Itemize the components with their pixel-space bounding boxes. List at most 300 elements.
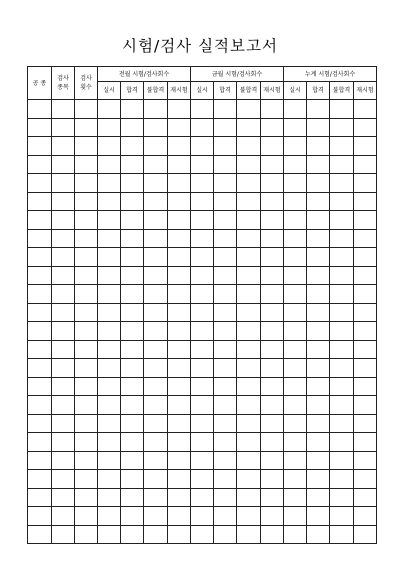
table-cell[interactable] — [330, 525, 354, 544]
table-cell[interactable] — [168, 359, 191, 378]
table-cell[interactable] — [284, 525, 307, 544]
table-cell[interactable] — [307, 433, 330, 452]
table-cell[interactable] — [191, 470, 214, 489]
table-cell[interactable] — [28, 137, 52, 156]
table-cell[interactable] — [191, 155, 214, 174]
table-cell[interactable] — [307, 359, 330, 378]
table-cell[interactable] — [121, 470, 144, 489]
table-cell[interactable] — [191, 377, 214, 396]
table-cell[interactable] — [261, 322, 284, 341]
table-cell[interactable] — [354, 137, 377, 156]
table-cell[interactable] — [98, 155, 121, 174]
table-cell[interactable] — [214, 192, 237, 211]
table-cell[interactable] — [354, 118, 377, 137]
table-cell[interactable] — [121, 488, 144, 507]
table-cell[interactable] — [75, 322, 98, 341]
table-cell[interactable] — [261, 470, 284, 489]
table-cell[interactable] — [144, 525, 168, 544]
table-cell[interactable] — [284, 414, 307, 433]
table-cell[interactable] — [75, 359, 98, 378]
table-cell[interactable] — [144, 211, 168, 230]
table-cell[interactable] — [52, 340, 75, 359]
table-cell[interactable] — [284, 100, 307, 119]
table-cell[interactable] — [52, 118, 75, 137]
table-cell[interactable] — [121, 322, 144, 341]
table-cell[interactable] — [284, 377, 307, 396]
table-cell[interactable] — [307, 285, 330, 304]
table-cell[interactable] — [214, 303, 237, 322]
table-cell[interactable] — [144, 359, 168, 378]
table-cell[interactable] — [168, 118, 191, 137]
table-cell[interactable] — [98, 340, 121, 359]
table-cell[interactable] — [330, 433, 354, 452]
table-cell[interactable] — [28, 340, 52, 359]
table-cell[interactable] — [98, 396, 121, 415]
table-cell[interactable] — [284, 396, 307, 415]
table-cell[interactable] — [98, 248, 121, 267]
table-cell[interactable] — [330, 192, 354, 211]
table-cell[interactable] — [354, 377, 377, 396]
table-cell[interactable] — [261, 137, 284, 156]
table-cell[interactable] — [330, 507, 354, 526]
table-cell[interactable] — [354, 174, 377, 193]
table-cell[interactable] — [191, 451, 214, 470]
table-cell[interactable] — [75, 525, 98, 544]
table-cell[interactable] — [191, 100, 214, 119]
table-cell[interactable] — [330, 303, 354, 322]
table-cell[interactable] — [237, 137, 261, 156]
table-cell[interactable] — [168, 174, 191, 193]
table-cell[interactable] — [28, 322, 52, 341]
table-cell[interactable] — [214, 211, 237, 230]
table-cell[interactable] — [28, 285, 52, 304]
table-cell[interactable] — [168, 525, 191, 544]
table-cell[interactable] — [52, 137, 75, 156]
table-cell[interactable] — [98, 118, 121, 137]
table-cell[interactable] — [237, 377, 261, 396]
table-cell[interactable] — [330, 174, 354, 193]
table-cell[interactable] — [284, 266, 307, 285]
table-cell[interactable] — [214, 414, 237, 433]
table-cell[interactable] — [237, 322, 261, 341]
table-cell[interactable] — [330, 396, 354, 415]
table-cell[interactable] — [261, 377, 284, 396]
table-cell[interactable] — [330, 137, 354, 156]
table-cell[interactable] — [330, 451, 354, 470]
table-cell[interactable] — [121, 248, 144, 267]
table-cell[interactable] — [261, 359, 284, 378]
table-cell[interactable] — [284, 322, 307, 341]
table-cell[interactable] — [52, 100, 75, 119]
table-cell[interactable] — [28, 155, 52, 174]
table-cell[interactable] — [307, 100, 330, 119]
table-cell[interactable] — [261, 340, 284, 359]
table-cell[interactable] — [354, 155, 377, 174]
table-cell[interactable] — [354, 211, 377, 230]
table-cell[interactable] — [284, 451, 307, 470]
table-cell[interactable] — [191, 211, 214, 230]
table-cell[interactable] — [214, 285, 237, 304]
table-cell[interactable] — [121, 359, 144, 378]
table-cell[interactable] — [75, 414, 98, 433]
table-cell[interactable] — [168, 229, 191, 248]
table-cell[interactable] — [330, 285, 354, 304]
table-cell[interactable] — [237, 433, 261, 452]
table-cell[interactable] — [214, 266, 237, 285]
table-cell[interactable] — [98, 266, 121, 285]
table-cell[interactable] — [52, 322, 75, 341]
table-cell[interactable] — [168, 488, 191, 507]
table-cell[interactable] — [52, 396, 75, 415]
table-cell[interactable] — [237, 174, 261, 193]
table-cell[interactable] — [330, 118, 354, 137]
table-cell[interactable] — [284, 137, 307, 156]
table-cell[interactable] — [307, 266, 330, 285]
table-cell[interactable] — [98, 525, 121, 544]
table-cell[interactable] — [28, 377, 52, 396]
table-cell[interactable] — [307, 303, 330, 322]
table-cell[interactable] — [28, 266, 52, 285]
table-cell[interactable] — [237, 192, 261, 211]
table-cell[interactable] — [284, 211, 307, 230]
table-cell[interactable] — [121, 137, 144, 156]
table-cell[interactable] — [144, 100, 168, 119]
table-cell[interactable] — [52, 433, 75, 452]
table-cell[interactable] — [354, 525, 377, 544]
table-cell[interactable] — [121, 340, 144, 359]
table-cell[interactable] — [261, 414, 284, 433]
table-cell[interactable] — [121, 100, 144, 119]
table-cell[interactable] — [52, 507, 75, 526]
table-cell[interactable] — [237, 229, 261, 248]
table-cell[interactable] — [52, 359, 75, 378]
table-cell[interactable] — [168, 137, 191, 156]
table-cell[interactable] — [144, 192, 168, 211]
table-cell[interactable] — [144, 137, 168, 156]
table-cell[interactable] — [330, 248, 354, 267]
table-cell[interactable] — [28, 100, 52, 119]
table-cell[interactable] — [52, 285, 75, 304]
table-cell[interactable] — [284, 155, 307, 174]
table-cell[interactable] — [330, 266, 354, 285]
table-cell[interactable] — [237, 266, 261, 285]
table-cell[interactable] — [354, 359, 377, 378]
table-cell[interactable] — [237, 451, 261, 470]
table-cell[interactable] — [75, 433, 98, 452]
table-cell[interactable] — [168, 470, 191, 489]
table-cell[interactable] — [261, 229, 284, 248]
table-cell[interactable] — [261, 211, 284, 230]
table-cell[interactable] — [307, 396, 330, 415]
table-cell[interactable] — [214, 100, 237, 119]
table-cell[interactable] — [168, 192, 191, 211]
table-cell[interactable] — [354, 248, 377, 267]
table-cell[interactable] — [28, 396, 52, 415]
table-cell[interactable] — [307, 118, 330, 137]
table-cell[interactable] — [98, 100, 121, 119]
table-cell[interactable] — [75, 266, 98, 285]
table-cell[interactable] — [28, 303, 52, 322]
table-cell[interactable] — [121, 192, 144, 211]
table-cell[interactable] — [98, 174, 121, 193]
table-cell[interactable] — [121, 174, 144, 193]
table-cell[interactable] — [354, 303, 377, 322]
table-cell[interactable] — [144, 155, 168, 174]
table-cell[interactable] — [307, 322, 330, 341]
table-cell[interactable] — [121, 414, 144, 433]
table-cell[interactable] — [214, 340, 237, 359]
table-cell[interactable] — [214, 118, 237, 137]
table-cell[interactable] — [307, 211, 330, 230]
table-cell[interactable] — [261, 100, 284, 119]
table-cell[interactable] — [144, 488, 168, 507]
table-cell[interactable] — [28, 470, 52, 489]
table-cell[interactable] — [52, 377, 75, 396]
table-cell[interactable] — [75, 451, 98, 470]
table-cell[interactable] — [168, 285, 191, 304]
table-cell[interactable] — [52, 414, 75, 433]
table-cell[interactable] — [98, 470, 121, 489]
table-cell[interactable] — [121, 377, 144, 396]
table-cell[interactable] — [98, 137, 121, 156]
table-cell[interactable] — [237, 248, 261, 267]
table-cell[interactable] — [191, 285, 214, 304]
table-cell[interactable] — [168, 100, 191, 119]
table-cell[interactable] — [98, 211, 121, 230]
table-cell[interactable] — [261, 303, 284, 322]
table-cell[interactable] — [144, 285, 168, 304]
table-cell[interactable] — [354, 488, 377, 507]
table-cell[interactable] — [307, 192, 330, 211]
table-cell[interactable] — [98, 192, 121, 211]
table-cell[interactable] — [191, 433, 214, 452]
table-cell[interactable] — [168, 266, 191, 285]
table-cell[interactable] — [52, 174, 75, 193]
table-cell[interactable] — [75, 192, 98, 211]
table-cell[interactable] — [261, 433, 284, 452]
table-cell[interactable] — [121, 507, 144, 526]
table-cell[interactable] — [28, 414, 52, 433]
table-cell[interactable] — [144, 174, 168, 193]
table-cell[interactable] — [28, 359, 52, 378]
table-cell[interactable] — [354, 414, 377, 433]
table-cell[interactable] — [330, 211, 354, 230]
table-cell[interactable] — [144, 433, 168, 452]
table-cell[interactable] — [307, 507, 330, 526]
table-cell[interactable] — [214, 174, 237, 193]
table-cell[interactable] — [121, 451, 144, 470]
table-cell[interactable] — [214, 433, 237, 452]
table-cell[interactable] — [307, 470, 330, 489]
table-cell[interactable] — [330, 470, 354, 489]
table-cell[interactable] — [191, 359, 214, 378]
table-cell[interactable] — [261, 451, 284, 470]
table-cell[interactable] — [168, 377, 191, 396]
table-cell[interactable] — [237, 507, 261, 526]
table-cell[interactable] — [237, 488, 261, 507]
table-cell[interactable] — [191, 396, 214, 415]
table-cell[interactable] — [261, 507, 284, 526]
table-cell[interactable] — [121, 118, 144, 137]
table-cell[interactable] — [261, 285, 284, 304]
table-cell[interactable] — [237, 303, 261, 322]
table-cell[interactable] — [75, 303, 98, 322]
table-cell[interactable] — [191, 248, 214, 267]
table-cell[interactable] — [191, 488, 214, 507]
table-cell[interactable] — [98, 285, 121, 304]
table-cell[interactable] — [330, 322, 354, 341]
table-cell[interactable] — [75, 174, 98, 193]
table-cell[interactable] — [330, 488, 354, 507]
table-cell[interactable] — [261, 525, 284, 544]
table-cell[interactable] — [261, 174, 284, 193]
table-cell[interactable] — [330, 155, 354, 174]
table-cell[interactable] — [98, 507, 121, 526]
table-cell[interactable] — [191, 229, 214, 248]
table-cell[interactable] — [330, 359, 354, 378]
table-cell[interactable] — [168, 303, 191, 322]
table-cell[interactable] — [144, 266, 168, 285]
table-cell[interactable] — [354, 396, 377, 415]
table-cell[interactable] — [98, 433, 121, 452]
table-cell[interactable] — [75, 488, 98, 507]
table-cell[interactable] — [214, 396, 237, 415]
table-cell[interactable] — [261, 192, 284, 211]
table-cell[interactable] — [191, 322, 214, 341]
table-cell[interactable] — [354, 266, 377, 285]
table-cell[interactable] — [284, 433, 307, 452]
table-cell[interactable] — [75, 211, 98, 230]
table-cell[interactable] — [284, 174, 307, 193]
table-cell[interactable] — [121, 266, 144, 285]
table-cell[interactable] — [354, 433, 377, 452]
table-cell[interactable] — [214, 470, 237, 489]
table-cell[interactable] — [261, 488, 284, 507]
table-cell[interactable] — [284, 470, 307, 489]
table-cell[interactable] — [307, 248, 330, 267]
table-cell[interactable] — [237, 414, 261, 433]
table-cell[interactable] — [75, 396, 98, 415]
table-cell[interactable] — [237, 285, 261, 304]
table-cell[interactable] — [354, 322, 377, 341]
table-cell[interactable] — [144, 470, 168, 489]
table-cell[interactable] — [191, 303, 214, 322]
table-cell[interactable] — [168, 248, 191, 267]
table-cell[interactable] — [52, 303, 75, 322]
table-cell[interactable] — [214, 525, 237, 544]
table-cell[interactable] — [237, 118, 261, 137]
table-cell[interactable] — [144, 322, 168, 341]
table-cell[interactable] — [307, 155, 330, 174]
table-cell[interactable] — [121, 525, 144, 544]
table-cell[interactable] — [284, 488, 307, 507]
table-cell[interactable] — [121, 396, 144, 415]
table-cell[interactable] — [168, 396, 191, 415]
table-cell[interactable] — [330, 229, 354, 248]
table-cell[interactable] — [237, 100, 261, 119]
table-cell[interactable] — [98, 451, 121, 470]
table-cell[interactable] — [354, 285, 377, 304]
table-cell[interactable] — [75, 507, 98, 526]
table-cell[interactable] — [284, 507, 307, 526]
table-cell[interactable] — [214, 248, 237, 267]
table-cell[interactable] — [144, 303, 168, 322]
table-cell[interactable] — [307, 525, 330, 544]
table-cell[interactable] — [144, 229, 168, 248]
table-cell[interactable] — [354, 470, 377, 489]
table-cell[interactable] — [330, 100, 354, 119]
table-cell[interactable] — [144, 396, 168, 415]
table-cell[interactable] — [28, 433, 52, 452]
table-cell[interactable] — [168, 211, 191, 230]
table-cell[interactable] — [237, 470, 261, 489]
table-cell[interactable] — [98, 229, 121, 248]
table-cell[interactable] — [144, 414, 168, 433]
table-cell[interactable] — [284, 285, 307, 304]
table-cell[interactable] — [354, 229, 377, 248]
table-cell[interactable] — [261, 118, 284, 137]
table-cell[interactable] — [214, 359, 237, 378]
table-cell[interactable] — [191, 118, 214, 137]
table-cell[interactable] — [121, 285, 144, 304]
table-cell[interactable] — [28, 118, 52, 137]
table-cell[interactable] — [75, 229, 98, 248]
table-cell[interactable] — [121, 155, 144, 174]
table-cell[interactable] — [98, 488, 121, 507]
table-cell[interactable] — [121, 229, 144, 248]
table-cell[interactable] — [307, 488, 330, 507]
table-cell[interactable] — [168, 322, 191, 341]
table-cell[interactable] — [168, 414, 191, 433]
table-cell[interactable] — [284, 118, 307, 137]
table-cell[interactable] — [354, 507, 377, 526]
table-cell[interactable] — [121, 433, 144, 452]
table-cell[interactable] — [98, 322, 121, 341]
table-cell[interactable] — [75, 285, 98, 304]
table-cell[interactable] — [214, 507, 237, 526]
table-cell[interactable] — [354, 100, 377, 119]
table-cell[interactable] — [121, 211, 144, 230]
table-cell[interactable] — [284, 303, 307, 322]
table-cell[interactable] — [28, 192, 52, 211]
table-cell[interactable] — [75, 470, 98, 489]
table-cell[interactable] — [307, 137, 330, 156]
table-cell[interactable] — [284, 359, 307, 378]
table-cell[interactable] — [168, 451, 191, 470]
table-cell[interactable] — [52, 229, 75, 248]
table-cell[interactable] — [75, 248, 98, 267]
table-cell[interactable] — [75, 100, 98, 119]
table-cell[interactable] — [75, 155, 98, 174]
table-cell[interactable] — [52, 451, 75, 470]
table-cell[interactable] — [144, 377, 168, 396]
table-cell[interactable] — [307, 414, 330, 433]
table-cell[interactable] — [191, 266, 214, 285]
table-cell[interactable] — [28, 488, 52, 507]
table-cell[interactable] — [237, 359, 261, 378]
table-cell[interactable] — [284, 229, 307, 248]
table-cell[interactable] — [261, 248, 284, 267]
table-cell[interactable] — [168, 340, 191, 359]
table-cell[interactable] — [98, 414, 121, 433]
table-cell[interactable] — [191, 174, 214, 193]
table-cell[interactable] — [354, 192, 377, 211]
table-cell[interactable] — [168, 507, 191, 526]
table-cell[interactable] — [98, 303, 121, 322]
table-cell[interactable] — [237, 525, 261, 544]
table-cell[interactable] — [237, 211, 261, 230]
table-cell[interactable] — [307, 229, 330, 248]
